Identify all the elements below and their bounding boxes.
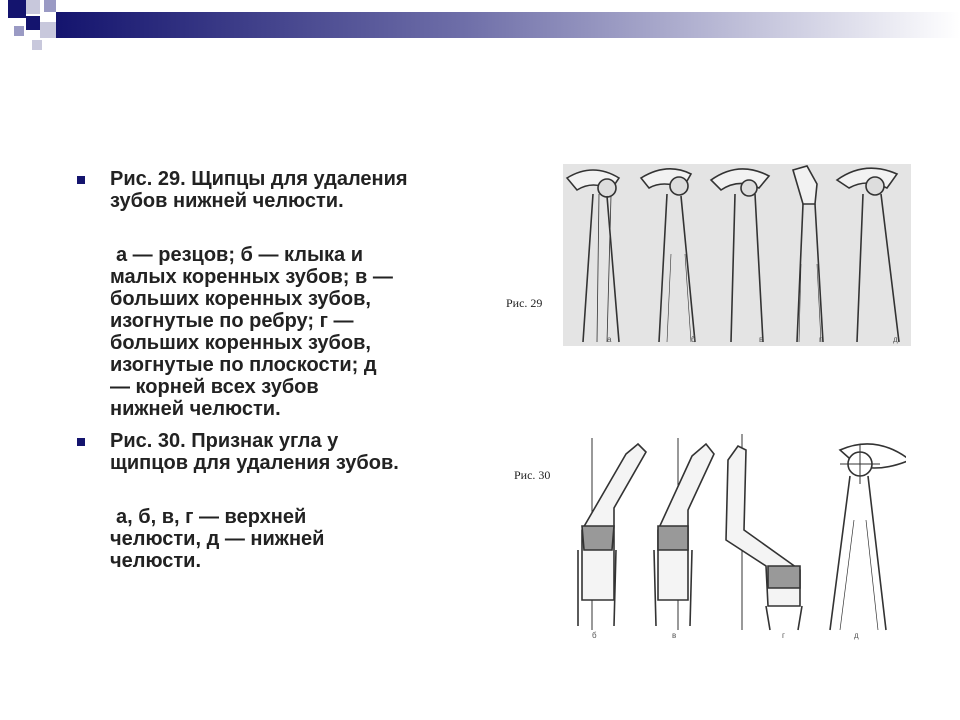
figure-label: д — [854, 631, 859, 640]
description-line: больших коренных зубов, — [110, 288, 371, 310]
figure-29-caption: Рис. 29 — [506, 296, 543, 310]
figure-30-caption: Рис. 30 — [514, 468, 551, 482]
header-gradient-bar — [56, 12, 960, 38]
description-line: челюсти. — [110, 550, 202, 572]
header-square — [26, 16, 40, 30]
header-square — [26, 0, 40, 14]
bullet-1-description — [110, 244, 470, 420]
description-line: изогнутые по плоскости; д — [110, 354, 377, 376]
figure-label: д — [893, 335, 898, 344]
bullet-2-description — [110, 506, 450, 572]
header-square — [8, 0, 26, 18]
description-line: малых коренных зубов; в — — [110, 266, 393, 288]
figure-label: б — [691, 335, 696, 344]
figure-label: г — [782, 631, 785, 640]
figure-29-forceps-image — [563, 164, 911, 346]
description-line: — корней всех зубов — [110, 376, 319, 398]
header-square — [32, 40, 42, 50]
header-square — [44, 0, 56, 12]
header-square — [40, 22, 56, 38]
figure-label: а — [607, 335, 612, 344]
description-line: а — резцов; б — клыка и — [116, 244, 364, 266]
header-decoration — [0, 0, 960, 40]
bullet-marker — [77, 176, 85, 184]
figure-30-forceps-image — [568, 430, 906, 640]
description-line: больших коренных зубов, — [110, 332, 371, 354]
bullet-marker — [77, 438, 85, 446]
figure-label: в — [759, 335, 764, 344]
bullet-1-title: Рис. 29. Щипцы для удаления зубов нижней челюсти. — [110, 168, 408, 212]
header-square — [14, 26, 24, 36]
description-line: а, б, в, г — верхней — [116, 506, 307, 528]
description-line: изогнутые по ребру; г — — [110, 310, 354, 332]
figure-label: г — [819, 335, 822, 344]
figure-label: в — [672, 631, 677, 640]
figure-label: б — [592, 631, 597, 640]
bullet-2-title: Рис. 30. Признак угла у щипцов для удаления зубов. — [110, 430, 399, 474]
description-line: челюсти, д — нижней — [110, 528, 325, 550]
description-line: нижней челюсти. — [110, 398, 281, 420]
